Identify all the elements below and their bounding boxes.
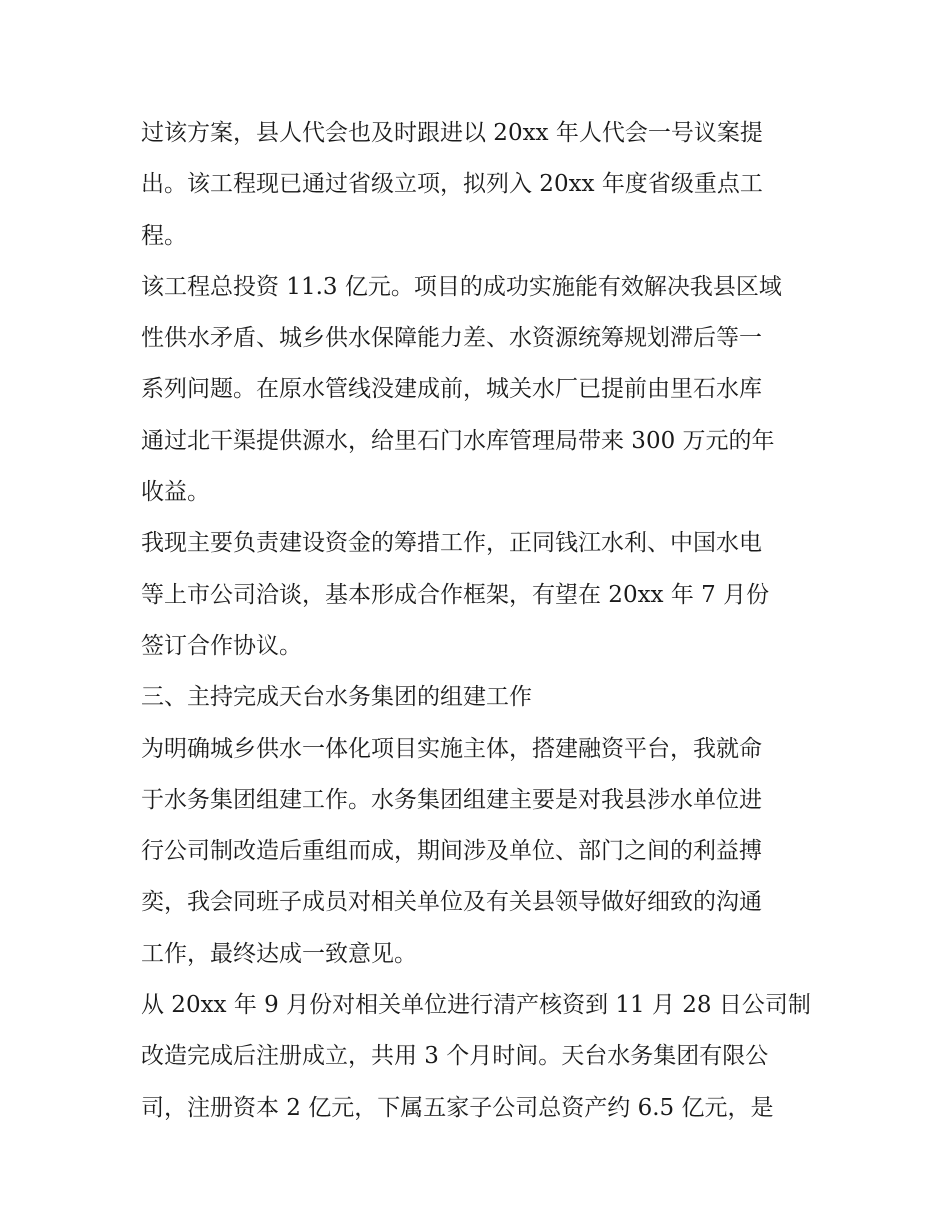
text-line: 行公司制改造后重组而成，期间涉及单位、部门之间的利益搏	[141, 838, 762, 865]
text-line: 过该方案，县人代会也及时跟进以 20xx 年人代会一号议案提	[141, 120, 763, 146]
text-line: 为明确城乡供水一体化项目实施主体，搭建融资平台，我就命	[141, 735, 762, 762]
text-line: 性供水矛盾、城乡供水保障能力差、水资源统筹规划滞后等一	[141, 325, 762, 352]
text-line: 改造完成后注册成立，共用 3 个月时间。天台水务集团有限公	[141, 1043, 769, 1070]
text-line: 通过北干渠提供源水，给里石门水库管理局带来 300 万元的年	[141, 427, 775, 454]
text-line: 司，注册资本 2 亿元，下属五家子公司总资产约 6.5 亿元，是	[141, 1094, 774, 1121]
text-line: 收益。	[141, 479, 210, 506]
text-line: 出。该工程现已通过省级立项，拟列入 20xx 年度省级重点工	[141, 171, 763, 198]
document-body	[141, 108, 811, 1134]
text-line: 等上市公司洽谈，基本形成合作框架，有望在 20xx 年 7 月份	[141, 581, 770, 608]
text-line: 工作，最终达成一致意见。	[141, 940, 417, 967]
text-line: 系列问题。在原水管线没建成前，城关水厂已提前由里石水库	[141, 376, 762, 403]
text-line: 该工程总投资 11.3 亿元。项目的成功实施能有效解决我县区域	[141, 273, 782, 300]
text-line: 奕，我会同班子成员对相关单位及有关县领导做好细致的沟通	[141, 889, 762, 916]
text-line: 于水务集团组建工作。水务集团组建主要是对我县涉水单位进	[141, 786, 762, 813]
text-line: 程。	[141, 222, 187, 249]
text-line: 签订合作协议。	[141, 632, 302, 659]
text-line: 我现主要负责建设资金的筹措工作，正同钱江水利、中国水电	[141, 530, 762, 557]
text-line: 从 20xx 年 9 月份对相关单位进行清产核资到 11 月 28 日公司制	[141, 992, 811, 1019]
section-heading: 三、主持完成天台水务集团的组建工作	[141, 684, 532, 711]
